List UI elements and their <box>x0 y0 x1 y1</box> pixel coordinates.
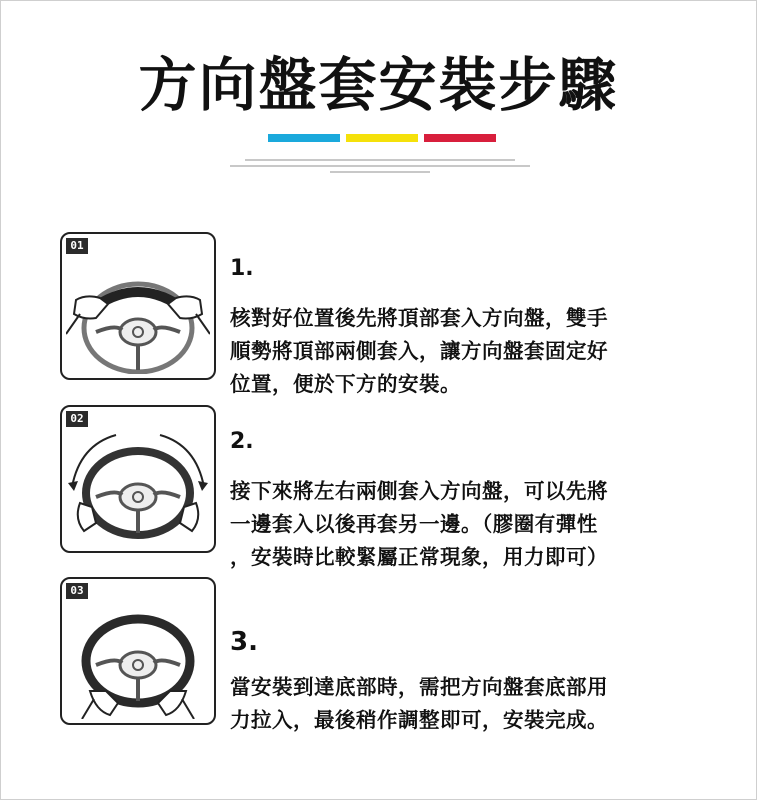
step-2-description <box>230 475 690 574</box>
steering-wheel-bottom-icon <box>66 599 210 719</box>
step-1-illustration-card <box>60 232 216 380</box>
step-3-description <box>230 671 690 737</box>
step-1-number: 1. <box>230 256 254 281</box>
yellow-bar <box>346 134 418 142</box>
step-2-tag: 02 <box>66 411 88 427</box>
cyan-bar <box>268 134 340 142</box>
step-1-line-2: 順勢將頂部兩側套入，讓方向盤套固定好 <box>230 339 608 363</box>
step-2-line-3: ，安裝時比較緊屬正常現象，用力即可） <box>230 545 608 569</box>
color-bars <box>0 134 757 143</box>
page-title: 方向盤套安裝步驟 <box>138 51 619 119</box>
steering-wheel-sides-icon <box>66 427 210 547</box>
step-2-line-1: 接下來將左右兩側套入方向盤，可以先將 <box>230 479 608 503</box>
step-2-illustration-card <box>60 405 216 553</box>
step-2-number: 2. <box>230 429 254 454</box>
step-3-line-1: 當安裝到達底部時，需把方向盤套底部用 <box>230 675 608 699</box>
step-1-description <box>230 302 690 401</box>
step-1-tag: 01 <box>66 238 88 254</box>
red-bar <box>424 134 496 142</box>
steering-wheel-top-icon <box>66 254 210 374</box>
step-3-illustration-card <box>60 577 216 725</box>
step-3-tag: 03 <box>66 583 88 599</box>
step-2-line-2: 一邊套入以後再套另一邊。（膠圈有彈性 <box>230 512 598 536</box>
step-1-line-3: 位置，便於下方的安裝。 <box>230 372 461 396</box>
step-1-line-1: 核對好位置後先將頂部套入方向盤，雙手 <box>230 306 608 330</box>
step-3-number: 3. <box>230 627 258 657</box>
fine-print-decoration <box>230 155 530 181</box>
step-3-line-2: 力拉入，最後稍作調整即可，安裝完成。 <box>230 708 608 732</box>
